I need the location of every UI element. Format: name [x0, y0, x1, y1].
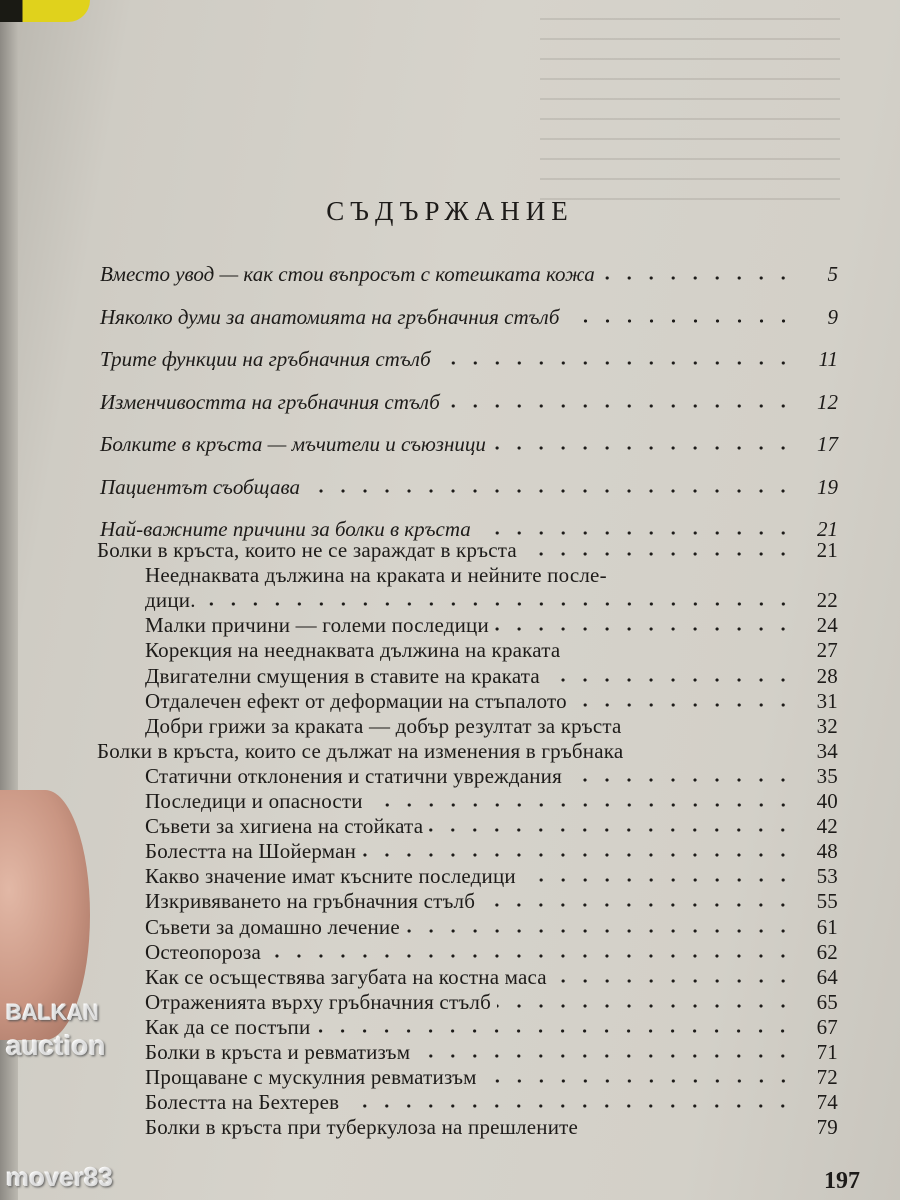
dot-leader — [406, 928, 794, 934]
toc-entry-page: 21 — [816, 538, 838, 562]
toc-entry — [145, 1015, 838, 1040]
toc-entry-page: 5 — [827, 262, 838, 286]
toc-entry — [145, 864, 838, 889]
dot-leader — [495, 626, 794, 632]
toc-entry-page: 61 — [816, 914, 838, 939]
toc-entry-title: Трите функции на гръбначния стълб — [100, 347, 431, 371]
watermark-logo: BALKAN — [6, 1000, 99, 1025]
toc-entry-page: 19 — [817, 474, 838, 499]
dot-leader — [629, 752, 794, 758]
dot-leader — [429, 827, 794, 833]
dot-leader — [601, 275, 794, 281]
dot-leader — [416, 1053, 794, 1059]
toc-entry-page: 17 — [817, 432, 838, 456]
toc-entry — [100, 262, 838, 287]
watermark-logo: auction — [6, 1030, 106, 1061]
toc-entry-title: Болки в кръста и ревматизъм — [145, 1040, 411, 1064]
toc-entry-title: Съвети за домашно лечение — [145, 914, 400, 939]
toc-entry-title: Болки в кръста, които се дължат на изменения в гръбнака — [97, 738, 624, 763]
toc-entry-title: Изкривяването на гръбначния стълб — [145, 889, 476, 914]
dot-leader — [483, 1078, 794, 1084]
toc-entry — [145, 563, 838, 588]
toc-entry-title: Отраженията върху гръбначния стълб — [145, 989, 491, 1014]
toc-entry-title: Болки в кръста при туберкулоза на прешлените — [145, 1115, 579, 1140]
toc-entry-page: 53 — [816, 864, 838, 889]
toc-entry-page: 72 — [816, 1065, 838, 1090]
toc-entry — [97, 739, 838, 764]
show-through-text — [540, 0, 840, 200]
dot-leader — [553, 978, 794, 984]
toc-entry-page: 67 — [816, 1014, 838, 1039]
toc-entry — [145, 889, 838, 914]
dot-leader — [481, 902, 794, 908]
toc-entry-title: Съвети за хигиена на стойката — [145, 814, 424, 839]
toc-entry-page: 27 — [816, 638, 838, 663]
toc-entry — [145, 689, 838, 714]
dot-leader — [628, 727, 794, 733]
toc-entry-title: Малки причини — големи последици — [145, 613, 489, 638]
dot-leader — [523, 551, 794, 557]
toc-entry — [100, 347, 838, 372]
toc-entry-title: Последици и опасности — [145, 789, 363, 813]
dot-leader — [497, 1003, 794, 1009]
toc-entry-title: Пациентът съобщава — [100, 474, 300, 499]
toc-entry-title: Какво значение имат късните последици — [145, 864, 516, 889]
dot-leader — [566, 318, 795, 324]
toc-entry — [145, 664, 838, 689]
toc-entry-page: 34 — [816, 738, 838, 763]
toc-entry-page: 31 — [816, 688, 838, 713]
toc-entry — [97, 538, 838, 563]
dot-leader — [306, 488, 794, 494]
toc-entry-page: 28 — [816, 663, 838, 688]
toc-entry-page: 55 — [816, 889, 838, 914]
toc-entry-page: 42 — [816, 814, 838, 839]
toc-entry-title: Статични отклонения и статични увреждания — [145, 763, 562, 788]
toc-entry-title: Двигателни смущения в ставите на краката — [145, 663, 540, 688]
toc-entry — [145, 1065, 838, 1090]
dot-leader — [492, 445, 794, 451]
dot-leader — [202, 601, 794, 607]
toc-entry-title: Болестта на Шойерман — [145, 839, 357, 864]
dot-leader — [522, 877, 794, 883]
toc-entry-title: Изменчивостта на гръбначния стълб — [100, 389, 440, 414]
toc-entry — [145, 1090, 838, 1115]
toc-entry-page: 65 — [816, 989, 838, 1014]
toc-entry-title: Как се осъществява загубата на костна маса — [145, 964, 547, 989]
toc-entry-title: Добри грижи за краката — добър резултат за кръста — [145, 713, 622, 738]
dot-leader — [446, 403, 794, 409]
dot-leader — [369, 802, 794, 808]
dot-leader — [546, 677, 794, 683]
toc-entry-title: Болките в кръста — мъчители и съюзници — [100, 432, 486, 456]
toc-entry-title: Остеопороза — [145, 939, 262, 964]
toc-entry-page: 22 — [816, 588, 838, 613]
toc-entry — [145, 1115, 838, 1140]
toc-entry — [145, 814, 838, 839]
toc-entry-page: 48 — [816, 839, 838, 864]
toc-entry-title: Корекция на нееднаквата дължина на краката — [145, 638, 561, 663]
toc-entry — [145, 940, 838, 965]
toc-entry — [145, 789, 838, 814]
toc-entry — [145, 915, 838, 940]
dot-leader — [477, 530, 794, 536]
toc-entry-title: Най-важните причини за болки в кръста — [100, 517, 471, 541]
dot-leader — [584, 1128, 794, 1134]
dot-leader — [568, 777, 794, 783]
toc-entry — [145, 764, 838, 789]
toc-entry — [145, 839, 838, 864]
toc-entry-page: 12 — [817, 389, 838, 414]
toc-entry — [145, 965, 838, 990]
dot-leader — [362, 852, 794, 858]
dot-leader — [437, 360, 794, 366]
toc-entry — [145, 638, 838, 663]
toc-entry-page: 11 — [818, 347, 838, 371]
toc-entry-title: Болестта на Бехтерев — [145, 1090, 340, 1115]
toc-entry — [100, 305, 838, 330]
toc-entry-page: 21 — [817, 517, 838, 541]
page-number: 197 — [824, 1168, 860, 1194]
toc-entry-page: 32 — [816, 713, 838, 738]
toc-entry-page: 79 — [816, 1115, 838, 1140]
toc-entry-page: 64 — [816, 964, 838, 989]
toc-entry — [100, 475, 838, 500]
toc-entry — [145, 1040, 838, 1065]
toc-entry-title: Нееднаквата дължина на краката и нейните после- — [145, 563, 607, 588]
watermark-logo: mover83 — [6, 1162, 113, 1192]
dot-leader — [345, 1103, 794, 1109]
toc-entry-title: Вместо увод — как стои въпросът с котешката кожа — [100, 262, 595, 286]
toc-entry — [145, 714, 838, 739]
toc-entry — [145, 588, 838, 613]
toc-entry — [145, 990, 838, 1015]
toc-entry-title: Няколко думи за анатомията на гръбначния стълб — [100, 304, 560, 329]
dot-leader — [316, 1028, 794, 1034]
dot-leader — [566, 651, 794, 657]
toc-entry-page: 24 — [816, 613, 838, 638]
toc-entry-title: Отдалечен ефект от деформации на стъпалото — [145, 688, 567, 713]
dot-leader — [573, 702, 794, 708]
toc-entry — [100, 432, 838, 457]
toc-entry-title: Как да се постъпи — [145, 1014, 311, 1039]
toc-entry-title: Болки в кръста, които не се зараждат в кръста — [97, 538, 517, 562]
toc-entry-title: дици. — [145, 588, 196, 613]
book-cover-corner — [0, 0, 90, 22]
dot-leader — [267, 953, 794, 959]
toc-entry-page: 74 — [816, 1090, 838, 1115]
toc-entry — [145, 613, 838, 638]
toc-entry-title: Прощаване с мускулния ревматизъм — [145, 1065, 477, 1090]
toc-entry-page: 35 — [816, 763, 838, 788]
toc-entry-page: 9 — [827, 304, 838, 329]
toc-entry-page: 71 — [816, 1040, 838, 1064]
page-title: СЪДЪРЖАНИЕ — [326, 196, 574, 226]
toc-entry — [100, 390, 838, 415]
toc-entry-page: 62 — [816, 939, 838, 964]
toc-entry-page: 40 — [816, 789, 838, 813]
